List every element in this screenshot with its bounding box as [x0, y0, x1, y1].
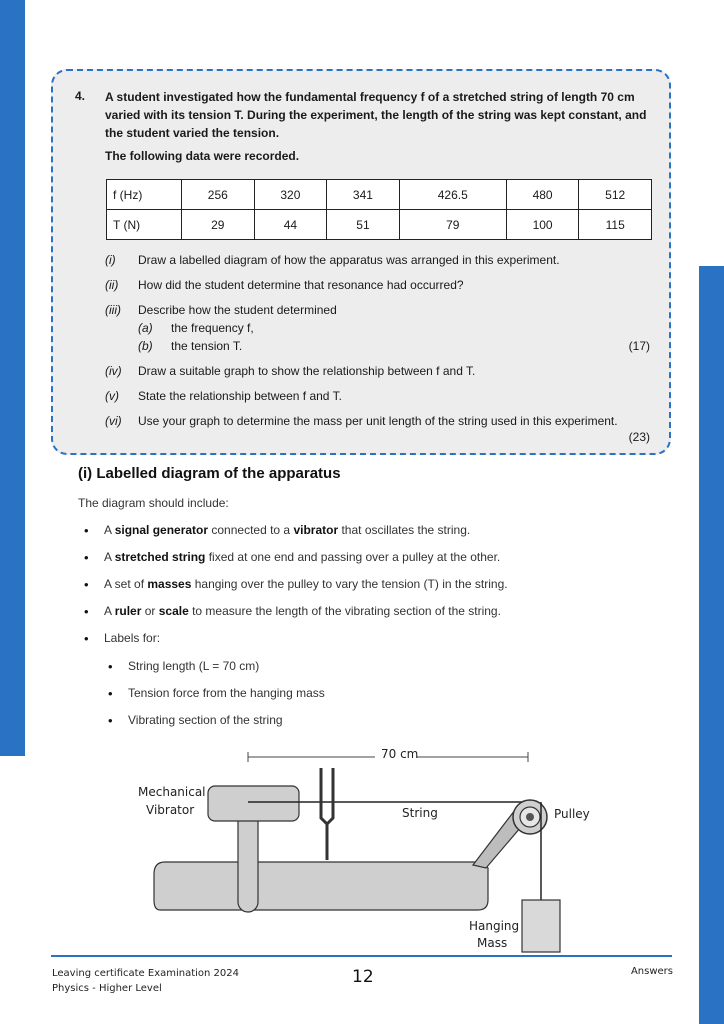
table-cell: 256: [182, 180, 255, 210]
question-data-intro: The following data were recorded.: [105, 149, 300, 163]
part-v: (v) State the relationship between f and T.: [105, 389, 342, 403]
answer-intro: The diagram should include:: [78, 496, 229, 510]
table-cell: 512: [579, 180, 652, 210]
marks-17: (17): [628, 339, 650, 353]
data-table: [106, 179, 652, 240]
right-accent-bar: [699, 266, 724, 1024]
table-row-tension: [107, 210, 652, 240]
string-label: String: [402, 806, 438, 820]
footer-divider: [51, 955, 672, 957]
page-number: 12: [352, 967, 374, 987]
question-intro: A student investigated how the fundamental frequency f of a stretched string of length 70 cm varied with its tension T. During the experiment, the length of the string was kept constant, and the student varied the tension.: [105, 90, 647, 140]
footer-level: Physics - Higher Level: [52, 983, 162, 994]
part-iv: (iv) Draw a suitable graph to show the relationship between f and T.: [105, 364, 476, 378]
subpart-b: (b) the tension T. (17): [138, 339, 650, 353]
vibrator-label-line1: Mechanical: [138, 785, 206, 799]
marks-23: (23): [628, 430, 650, 444]
subpart-a: (a) the frequency f,: [138, 321, 254, 335]
vibrator-body: [208, 786, 299, 821]
fork-right: [327, 768, 333, 824]
fork-left: [321, 768, 327, 860]
table-cell: 426.5: [399, 180, 506, 210]
pulley-axle: [526, 813, 534, 821]
left-accent-bar: [0, 0, 25, 756]
footer-section: Answers: [630, 966, 673, 977]
part-ii: (ii) How did the student determine that resonance had occurred?: [105, 278, 464, 292]
table-header-t: T (N): [107, 210, 182, 240]
table-cell: 480: [506, 180, 579, 210]
answer-title: (i) Labelled diagram of the apparatus: [78, 465, 341, 482]
table-cell: 115: [579, 210, 652, 240]
mass-label-line1: Hanging: [469, 919, 520, 933]
hanging-mass: [522, 900, 560, 952]
table-cell: 44: [254, 210, 327, 240]
table-cell: 320: [254, 180, 327, 210]
table-row-frequency: [107, 180, 652, 210]
bench: [154, 862, 488, 910]
table-cell: 51: [327, 210, 400, 240]
part-iii: (iii) Describe how the student determined: [105, 303, 337, 317]
part-vi: (vi) Use your graph to determine the mass per unit length of the string used in this experiment.: [105, 414, 618, 428]
table-header-f: f (Hz): [107, 180, 182, 210]
table-cell: 100: [506, 210, 579, 240]
footer-exam-info: [52, 966, 239, 996]
mass-label-line2: Mass: [477, 936, 508, 950]
apparatus-drawing: [130, 740, 600, 955]
table-cell: 29: [182, 210, 255, 240]
apparatus-diagram: [130, 740, 600, 955]
table-cell: 79: [399, 210, 506, 240]
question-number: 4.: [75, 89, 86, 103]
vibrator-label-line2: Vibrator: [146, 803, 195, 817]
marks-row: [105, 430, 655, 448]
part-i: (i) Draw a labelled diagram of how the apparatus was arranged in this experiment.: [105, 253, 560, 267]
pulley-label: Pulley: [554, 807, 590, 821]
length-label: 70 cm: [381, 747, 419, 761]
table-cell: 341: [327, 180, 400, 210]
footer-exam: Leaving certificate Examination 2024: [52, 968, 240, 979]
